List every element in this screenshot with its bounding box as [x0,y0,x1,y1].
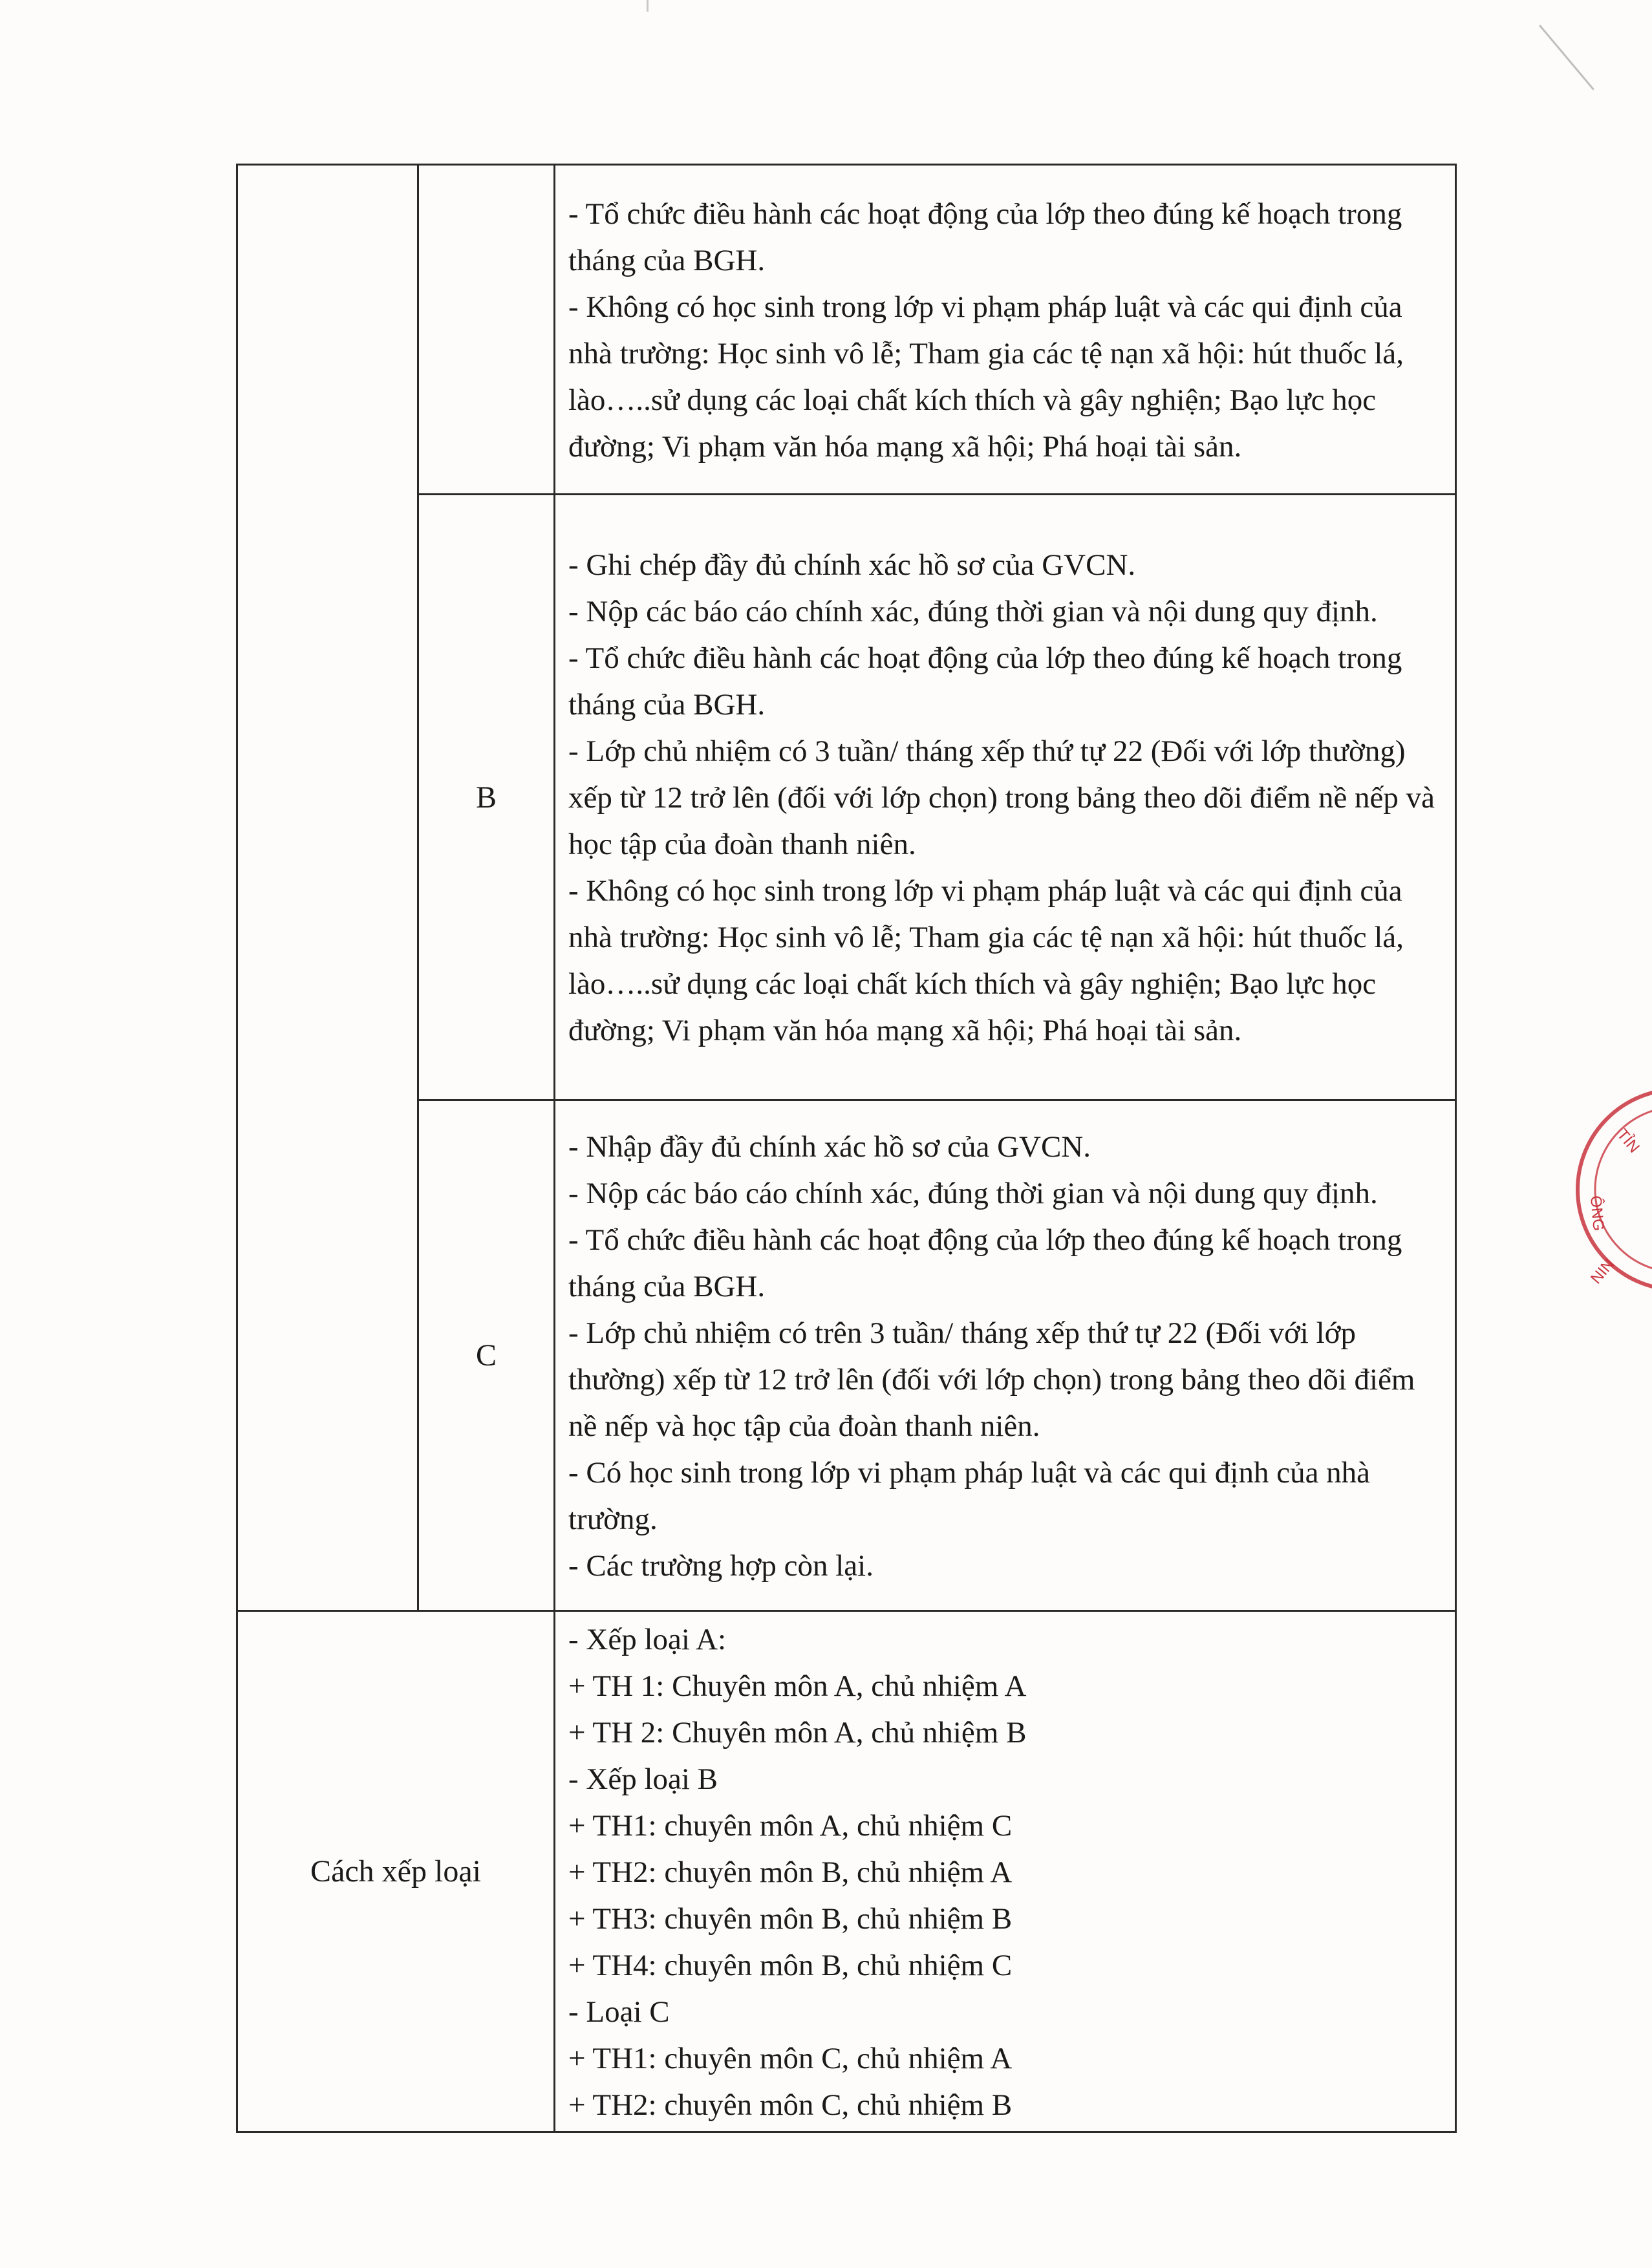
scan-artifact-top [647,0,649,12]
criteria-line: - Không có học sinh trong lớp vi phạm pháp luật và các qui định của nhà trường: Học sinh vô lễ; Tham gia các tệ nạn xã hội: hút thuốc lá, lào…..sử dụng các loại chất kích thích và gây nghiện; Bạo lực học đường; Vi phạm văn hóa mạng xã hội; Phá hoại tài sản. [568,290,1404,464]
method-line: + TH 2: Chuyên môn A, chủ nhiệm B [568,1715,1027,1749]
criteria-line: - Nộp các báo cáo chính xác, đúng thời gian và nội dung quy định. [568,1176,1378,1210]
method-line: + TH2: chuyên môn C, chủ nhiệm B [568,2088,1013,2122]
cell-method-list [555,1611,1456,2132]
table-row-grade-b [237,495,1456,1100]
criteria-line: - Ghi chép đầy đủ chính xác hồ sơ của GVCN. [568,548,1136,582]
grade-label-b: B [418,495,555,1100]
method-line: + TH4: chuyên môn B, chủ nhiệm C [568,1948,1013,1982]
method-line: + TH1: chuyên môn C, chủ nhiệm A [568,2041,1013,2075]
method-label: Cách xếp loại [237,1611,555,2132]
method-line: + TH2: chuyên môn B, chủ nhiệm A [568,1855,1013,1889]
criteria-line: - Có học sinh trong lớp vi phạm pháp luật và các qui định của nhà trường. [568,1455,1371,1536]
criteria-line: - Tổ chức điều hành các hoạt động của lớp theo đúng kế hoạch trong tháng của BGH. [568,197,1402,277]
method-line: + TH1: chuyên môn A, chủ nhiệm C [568,1808,1013,1843]
cell-criteria-b [555,495,1456,1100]
scan-artifact-top-right [1539,25,1594,91]
seal-stamp-partial [1555,1073,1652,1306]
grading-criteria-table [236,164,1457,2133]
criteria-line: - Lớp chủ nhiệm có trên 3 tuần/ tháng xếp thứ tự 22 (Đối với lớp thường) xếp từ 12 trở lên (đối với lớp chọn) trong bảng theo dõi điểm nề nếp và học tập của đoàn thanh niên. [568,1316,1415,1443]
svg-text:TỈN: TỈN [1613,1126,1643,1157]
criteria-line: - Nộp các báo cáo chính xác, đúng thời gian và nội dung quy định. [568,595,1378,628]
cell-category-empty [237,165,418,1611]
criteria-line: - Các trường hợp còn lại. [568,1548,874,1583]
cell-grade-empty [418,165,555,495]
criteria-line: - Tổ chức điều hành các hoạt động của lớp theo đúng kế hoạch trong tháng của BGH. [568,641,1402,722]
criteria-line: - Tổ chức điều hành các hoạt động của lớp theo đúng kế hoạch trong tháng của BGH. [568,1223,1402,1303]
grade-label-c: C [418,1100,555,1611]
method-line: + TH3: chuyên môn B, chủ nhiệm B [568,1901,1013,1936]
table-row-grade-c [237,1100,1456,1611]
method-line: + TH 1: Chuyên môn A, chủ nhiệm A [568,1669,1027,1703]
method-line: - Loại C [568,1995,670,2029]
svg-text:ÔNG: ÔNG [1587,1195,1607,1232]
table-row-method [237,1611,1456,2132]
cell-criteria-continuation [555,165,1456,495]
method-line: - Xếp loại A: [568,1622,727,1656]
table-row-continuation [237,165,1456,495]
svg-text:NIN: NIN [1586,1255,1618,1287]
method-line: - Xếp loại B [568,1762,718,1796]
criteria-line: - Nhập đầy đủ chính xác hồ sơ của GVCN. [568,1129,1091,1164]
criteria-line: - Lớp chủ nhiệm có 3 tuần/ tháng xếp thứ tự 22 (Đối với lớp thường) xếp từ 12 trở lên (đối với lớp chọn) trong bảng theo dõi điểm nề nếp và học tập của đoàn thanh niên. [568,734,1435,861]
cell-criteria-c [555,1100,1456,1611]
criteria-line: - Không có học sinh trong lớp vi phạm pháp luật và các qui định của nhà trường: Học sinh vô lễ; Tham gia các tệ nạn xã hội: hút thuốc lá, lào…..sử dụng các loại chất kích thích và gây nghiện; Bạo lực học đường; Vi phạm văn hóa mạng xã hội; Phá hoại tài sản. [568,874,1404,1047]
